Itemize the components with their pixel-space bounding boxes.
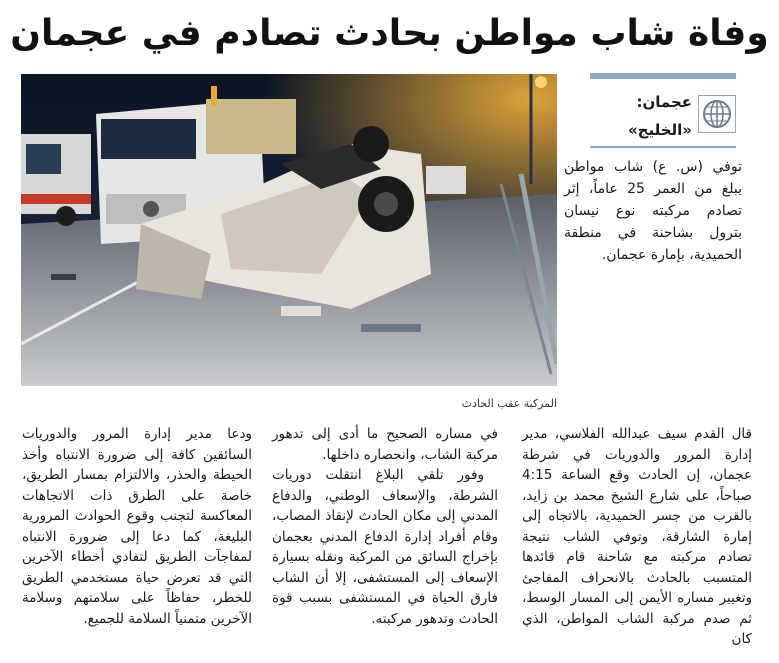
column-1-text: قال القدم سيف عبدالله الفلاسي، مدير إدارة المرور والدوريات في شرطة عجمان، إن الحادث وقع الساعة 4:15 صباحاً، على شارع الشيخ محمد بن زايد، بالقرب من جسر الحميدية، بالاتجاه إلى إمارة الشارقة، وتوفي الشاب نتيجة تصادم مركبته مع شاحنة قام قائدها المتسبب بالحادث بالانحراف المفاجئ وتغيير مساره الأيمن إلى المسار الوسط، ثم صدم مركبة الشاب المواطن، الذي كان [522, 426, 752, 647]
column-2-paragraph-1: في مساره الصحيح ما أدى إلى تدهور مركبة الشاب، وانحصاره داخلها. [272, 426, 498, 463]
article-column-1 [522, 424, 752, 656]
dateline: عجمان: [636, 93, 692, 111]
article-column-2 [272, 424, 498, 656]
photo-caption: المركبة عقب الحادث [461, 397, 557, 410]
sidebar-divider [590, 146, 736, 148]
headline: وفاة شاب مواطن بحادث تصادم في عجمان [10, 13, 769, 54]
globe-icon [699, 96, 735, 132]
sidebar-accent-bar [590, 73, 736, 79]
source-credit: «الخليج» [627, 121, 692, 139]
accident-photo [21, 74, 557, 386]
column-3-text: ودعا مدير إدارة المرور والدوريات السائقين كافة إلى ضرورة الانتباه وأخذ الحيطة والحذر، والالتزام بمسار الطريق، خاصة على الطرق ذات الاتجاهات المعاكسة لتجنب وقوع الحوادث المرورية البليغة، كما دعا إلى ضرورة الانتباه لمفاجآت الطريق لتفادي أخطاء الآخرين التي قد تعرض حياة مستخدمي الطريق للخطر، حفاظاً على سلامتهم وسلامة الآخرين متمنياً السلامة للجميع. [22, 426, 252, 627]
column-2-paragraph-2: وفور تلقي البلاغ انتقلت دوريات الشرطة، والإسعاف الوطني، والدفاع المدني إلى مكان الحادث لإنقاذ المصاب، وقام أفراد إدارة الدفاع المدني بعجمان بإخراج السائق من المركبة ونقله بسيارة الإسعاف إلى المستشفى، إلا أن الشاب فارق الحياة في المستشفى بسبب قوة الحادث وتدهور مركبته. [272, 467, 498, 627]
article-column-3 [22, 424, 252, 656]
lede-paragraph: توفي (س. ع) شاب مواطن يبلغ من العمر 25 عاماً، إثر تصادم مركبته نوع نيسان بترول بشاحنة في منطقة الحميدية، بإمارة عجمان. [564, 159, 742, 263]
newspaper-logo [698, 95, 736, 133]
